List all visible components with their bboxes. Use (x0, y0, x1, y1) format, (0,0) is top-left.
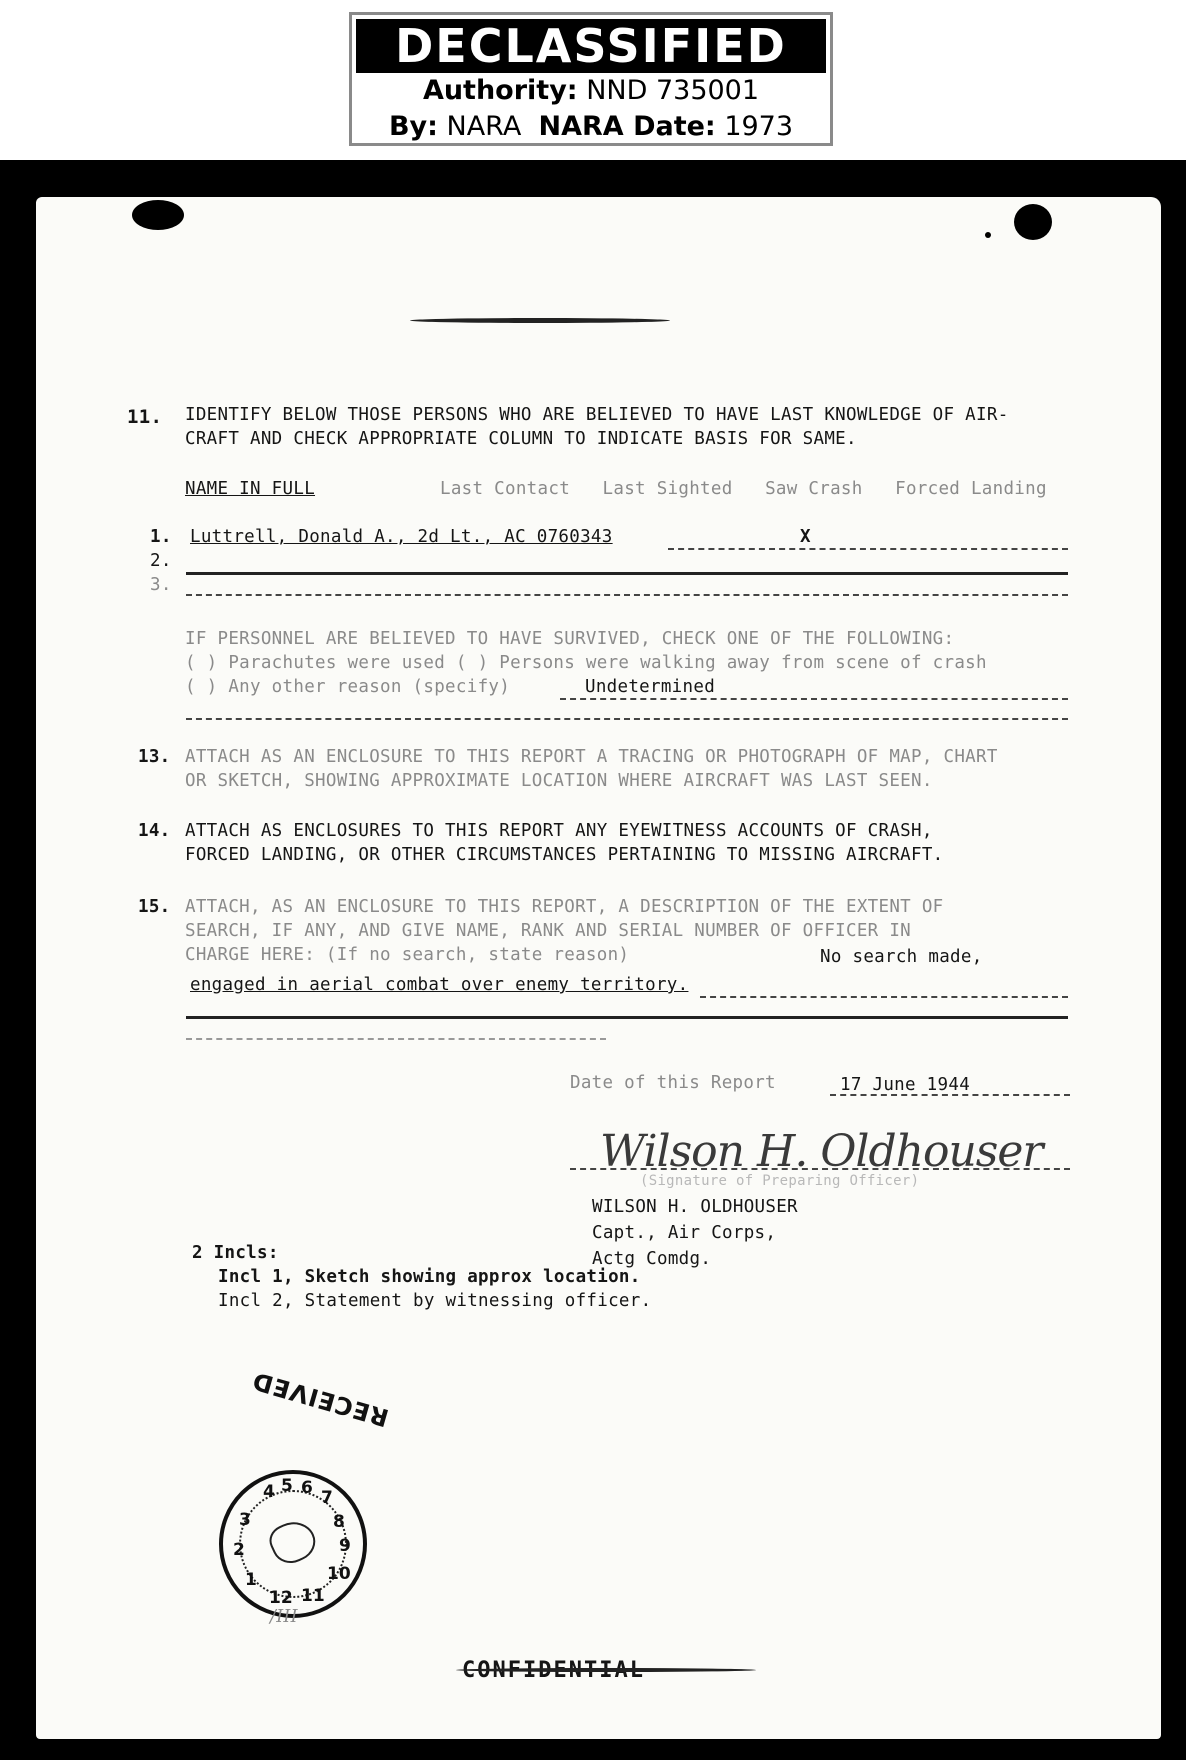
banner-by-date (352, 109, 830, 145)
stamp-numeral: 3 (239, 1510, 251, 1530)
ink-speck (985, 232, 991, 238)
item-15-rule-2 (186, 1016, 1068, 1019)
item-12-line3: ( ) Any other reason (specify) (185, 677, 511, 697)
stamp-numeral: 9 (339, 1536, 351, 1556)
item-13-line1: ATTACH AS AN ENCLOSURE TO THIS REPORT A TRACING OR PHOTOGRAPH OF MAP, CHART (185, 747, 998, 767)
stamp-numeral: 1 (245, 1570, 257, 1590)
stamp-numeral: 10 (327, 1564, 351, 1584)
stamp-numeral: 12 (269, 1588, 293, 1608)
banner-authority (352, 73, 830, 109)
by-value: NARA (446, 111, 522, 142)
officer-title: Actg Comdg. (592, 1249, 712, 1269)
item-15-rule-3 (186, 1038, 606, 1040)
ink-blot-right (1014, 204, 1052, 240)
received-stamp-text: RECEIVED (248, 1366, 392, 1432)
stamp-numeral: 4 (263, 1482, 275, 1502)
item-15-answer-1: No search made, (820, 947, 983, 967)
item-15-number: 15. (138, 897, 171, 917)
row-1-mark: X (800, 527, 811, 547)
declassified-banner (349, 12, 833, 146)
item-11-line1: IDENTIFY BELOW THOSE PERSONS WHO ARE BELIEVED TO HAVE LAST KNOWLEDGE OF AIR- (185, 405, 1009, 425)
row-2-rule (186, 572, 1068, 575)
item-15-line3: CHARGE HERE: (If no search, state reason) (185, 945, 630, 965)
stamp-numeral: 7 (321, 1488, 333, 1508)
item-11-number: 11. (127, 406, 163, 428)
row-1-number: 1. (150, 527, 172, 547)
report-date-rule (830, 1094, 1070, 1096)
columns-header: Last Contact Last Sighted Saw Crash Forced Landing (440, 479, 1047, 499)
stamp-numeral: 6 (301, 1478, 313, 1498)
row-2-number: 2. (150, 551, 172, 571)
item-12-specify-value: Undetermined (585, 677, 716, 697)
item-14-line2: FORCED LANDING, OR OTHER CIRCUMSTANCES PERTAINING TO MISSING AIRCRAFT. (185, 845, 944, 865)
stamp-handwriting: /III (270, 1607, 298, 1627)
authority-value: NND 735001 (586, 75, 760, 106)
officer-signature: Wilson H. Oldhouser (600, 1126, 1043, 1177)
bottom-classification-strike (456, 1668, 756, 1672)
top-classification-strike (410, 318, 670, 323)
item-14-number: 14. (138, 821, 171, 841)
row-1-name: Luttrell, Donald A., 2d Lt., AC 0760343 (190, 527, 613, 547)
inclosure-2: Incl 2, Statement by witnessing officer. (218, 1291, 652, 1311)
by-label: By: (388, 111, 438, 142)
item-15-answer-2: engaged in aerial combat over enemy territory. (190, 975, 689, 995)
inclosure-1: Incl 1, Sketch showing approx location. (218, 1267, 641, 1287)
received-stamp (219, 1470, 367, 1618)
item-15-line2: SEARCH, IF ANY, AND GIVE NAME, RANK AND SERIAL NUMBER OF OFFICER IN (185, 921, 912, 941)
row-3-number: 3. (150, 575, 172, 595)
item-12-rule (560, 698, 1068, 700)
officer-name: WILSON H. OLDHOUSER (592, 1197, 798, 1217)
date-label: NARA Date: (538, 111, 716, 142)
row-1-rule (668, 548, 1068, 550)
stamp-numeral: 2 (233, 1540, 245, 1560)
report-date-label: Date of this Report (570, 1073, 776, 1093)
item-14-line1: ATTACH AS ENCLOSURES TO THIS REPORT ANY EYEWITNESS ACCOUNTS OF CRASH, (185, 821, 933, 841)
row-3-rule (186, 594, 1068, 596)
item-15-rule (700, 996, 1068, 998)
signature-caption: (Signature of Preparing Officer) (640, 1173, 920, 1189)
item-12-rule-2 (186, 718, 1068, 720)
date-value: 1973 (724, 111, 794, 142)
stamp-numeral: 8 (333, 1512, 345, 1532)
ink-blot-left (132, 200, 184, 230)
banner-title: DECLASSIFIED (356, 19, 826, 73)
stamp-numeral: 5 (281, 1476, 293, 1496)
name-in-full-header: NAME IN FULL (185, 479, 316, 499)
authority-label: Authority: (422, 75, 578, 106)
officer-rank: Capt., Air Corps, (592, 1223, 777, 1243)
item-13-line2: OR SKETCH, SHOWING APPROXIMATE LOCATION WHERE AIRCRAFT WAS LAST SEEN. (185, 771, 933, 791)
item-15-line1: ATTACH, AS AN ENCLOSURE TO THIS REPORT, A DESCRIPTION OF THE EXTENT OF (185, 897, 944, 917)
item-12-line1: IF PERSONNEL ARE BELIEVED TO HAVE SURVIVED, CHECK ONE OF THE FOLLOWING: (185, 629, 955, 649)
stamp-numeral: 11 (301, 1586, 325, 1606)
report-date-value: 17 June 1944 (840, 1075, 971, 1095)
item-13-number: 13. (138, 747, 171, 767)
inclosures-heading: 2 Incls: (192, 1243, 279, 1263)
item-12-line2: ( ) Parachutes were used ( ) Persons were walking away from scene of crash (185, 653, 987, 673)
item-11-line2: CRAFT AND CHECK APPROPRIATE COLUMN TO INDICATE BASIS FOR SAME. (185, 429, 857, 449)
